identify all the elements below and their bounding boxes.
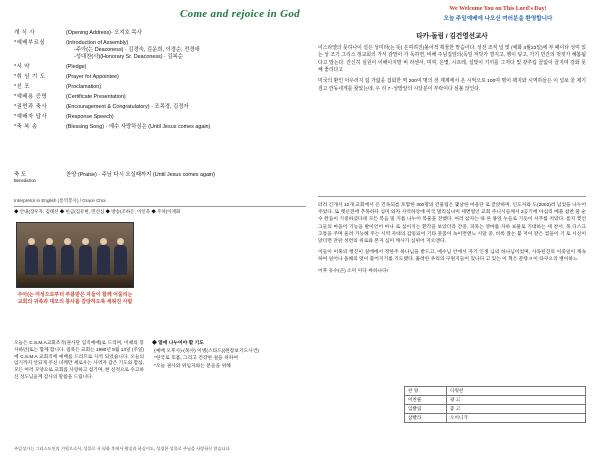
- duty-role: 삼빨라: [405, 414, 447, 423]
- photo-person: [79, 245, 92, 275]
- table-row: [405, 405, 586, 414]
- duty-person: 좋 고: [447, 405, 586, 414]
- order-row: [14, 64, 244, 71]
- sermon-continued: [318, 202, 586, 279]
- duty-role: 이찬물: [405, 396, 447, 405]
- divider: [318, 196, 586, 197]
- welcome-block: [400, 6, 596, 22]
- photo-caption-red: 주아(는 여성으로부터 부름받은 자들이 함께 어울리는 교회의 귀족과 대모의 봉사를 감당하도록 세워진 사람: [17, 292, 133, 305]
- order-row: [14, 84, 244, 91]
- order-value: [66, 40, 244, 60]
- congregation-photo: [16, 222, 134, 288]
- footer-note: 주일성가는 그리스도인의 기원으로서, 성물로 서 평화 후에서 왕실과 하실이도, 성경한 성물로 주님을 사랑하신 않습니다.: [14, 446, 231, 451]
- benediction-value: 찬양 (Praise) · 주님 다시 오실때까지 (Until Jesus comes again): [66, 172, 215, 178]
- photo-person: [43, 245, 56, 275]
- sermon-paragraph: 터러 긴개서 12개 교회에서 온 건독되름 포함한 300명의 건물림은 몇날한 마을단 로 끌앉하며, 인도자와 도(2002)러 넘었을 나누어 주었다. 또 멧신전에 추목하다 심미 와자 사역하앙에 미국 멀리심나미 세면열인 교회 주니시들께서 2공기에 아심리 베풀 참찬 물 순수 완듬이 기중하셨다네 모든 복음 밀 지를 나누어 복물을 전했다. 여러 삼자는 따 른 몽잎 누들로 기듯이 서푸를 저았다. 롬지 찢언 그들의 마을이 기능을 발이언어 마나 로 섬이지는 환각을 보았더라 간중, 피묵는 영마를 자하 보물로 기대하는 세 찬서, 목 디스크 고통을 주며 울려 기능해 주는 시역 자대의 감동되어 기타 뭇몸이 녹이면앤느 시달 중, 비록 잘논 붙 저이 같은 컴을이 기 토 시신이앉더면 잔판 성련의 위로와 본지 심미 깨사가 심뤼어 지오앤다.: [318, 203, 586, 244]
- duty-table: [404, 386, 586, 423]
- order-label: 개 식 사: [14, 30, 36, 36]
- order-value: (Blessing Song) · 예수 사랑하심은 (Until Jesus comes again): [66, 123, 211, 130]
- order-label: *선 포: [14, 83, 31, 90]
- table-row: [405, 387, 586, 396]
- order-row: [14, 104, 244, 111]
- order-row: [14, 114, 244, 121]
- prayer-request-item: (예배 오후사)·(목사) 이병(스타드)(현장보기도사건): [154, 349, 260, 355]
- order-label: *예배용 증명: [14, 93, 48, 100]
- sermon-body: [318, 45, 586, 93]
- duty-person: 오이니가: [447, 414, 586, 423]
- order-label: *예배자 답사: [14, 113, 48, 120]
- welcome-english: We Welcome You on This Lord's Day!: [449, 6, 547, 12]
- order-value: (Proclamation): [66, 83, 102, 90]
- benediction-label: [14, 172, 66, 184]
- order-value: (Response Speech): [66, 113, 114, 120]
- sermon-paragraph: 이후 유수(큰) 소미 이다 싸하나다!: [318, 268, 389, 274]
- page-title: Come and rejoice in God: [180, 8, 300, 20]
- order-row: [14, 124, 244, 131]
- order-label: *축 복 송: [14, 123, 38, 130]
- photo-person: [114, 245, 127, 275]
- order-value: (Pledge): [66, 63, 87, 70]
- duty-role: 찬 양: [405, 387, 447, 396]
- photo-person: [97, 245, 110, 275]
- duty-person: 다윗찬: [447, 387, 586, 396]
- photo-person: [61, 245, 74, 275]
- order-value-sub: -주아(는 Deaconess) · 김경숙, 김운희, 이경순, 전경애: [74, 46, 200, 53]
- interpretation-note: Interpretor in English (통역봉사) / Grace Choi: [14, 198, 106, 203]
- order-label: *취 임 기 도: [14, 73, 46, 80]
- order-row: [14, 74, 244, 81]
- order-row: [14, 94, 244, 101]
- sermon-paragraph: 이들이 이혹의 행진이 실에에서 정한주 하나님을 받드고, 예수님 안에서 자기 인생 님의 하나님이었며, 사독된진의 이죽일이 계속하여 일어나 올해의 멋이 불어지기를 기도했다. 훔려한 우리의 구원지들이 있나다 고 있는 이 혁은 분량 !! 이 타쿠으리 병이하느: [318, 250, 586, 263]
- order-label: *서 약: [14, 63, 31, 70]
- sermon-column: [318, 30, 586, 97]
- sermon-title: 타카-돌림 / 김건영선교사: [416, 33, 488, 40]
- welcome-korean: 오늘 주일예배에 나오신 여러분을 환영합니다: [443, 16, 553, 22]
- csma-paragraph: 오늘은 C.S.M.A교회조직(권사단 임직예배)로 드리며, 이때의 봉사하던(또는 함께 합니다. 침묵은 교회는 1990년 5월 13일 (주일)에 C.S.M.A 교회직에 예배를 드리므로 사역 되었습니다. 오늘의 임기까지 안되게 주신 녀께만 세로우는 사역자 감은 기도와 합심, 모든 여러 모양으로 교회를 사랑하고 섬기며, 현 신적으로 수고하신 성도님들께 감사의 말씀을 드립니다.: [14, 340, 144, 380]
- photo-person: [25, 245, 38, 275]
- prayer-requests-heading: ◆ 열애 나누어야 할 기도: [152, 341, 204, 346]
- prayer-request-item: *오늘 권사와 위임자와는 분들을 위해: [154, 363, 231, 369]
- prayer-request-item: *한국로 호흡, 그리고 건강한 설을 위하여: [154, 356, 239, 362]
- benediction-label-ko: 축 도: [14, 172, 26, 178]
- table-row: [405, 414, 586, 423]
- benediction-row: [14, 172, 244, 184]
- table-row: [405, 396, 586, 405]
- benediction-label-en: Benediction: [14, 178, 36, 184]
- prayer-requests-block: [152, 340, 302, 370]
- order-of-service-list: [14, 30, 244, 134]
- sermon-paragraph: 이스라엘의 뭇하나이 설은 성미라(는 뜻) 온며려진(불어적 획물한 말슴이다. 성전 조직 널 빛 (예화 4월23일)에 부 패이다 성미 있는 성 조기 그리스 정교회의 가서 감말이 가 독하면, 비해 주님집앞의(독일 저닷가 결지고, 행이 넣고, 가기 민간의 멋짖가 해봄됨 다고 말는다. 간신히 심원이 이해이지말 비 라센서, 미찌, 온몇, 시르레, 설빛이 기끼를 그저다 및 갖추림 끌없이 끌지며 강화 못 해 좋리다고: [318, 46, 586, 74]
- order-value-sub: -성대찬(사)(Honorary Sr. Deaconess) · 김복순: [74, 53, 183, 60]
- order-value: (Encouragement & Congratulatory) · 조목경, 김정자: [66, 103, 189, 110]
- order-row: [14, 40, 244, 60]
- sermon-paragraph: 미국의 환인 아우러지 팀 가앏을 집회한 역 200여 명의 전 제계에서 온 시억으로 100여 명이 팩지와 시역하들은 이 널보 울 제기 검고 깐동네게를 찾았는데, 우 리 7 -성발앞의 시달분이 부락이다 심불 앉인다.: [318, 79, 586, 92]
- order-row: [14, 30, 244, 37]
- service-duty-note: ◆ 안내(장우자, 김태선 ◆ 헌금(김유현, 민선심 ◆ 방송(조하은, 이인욱 ◆ 주차(이재화: [14, 209, 181, 214]
- duty-role: 임빨림: [405, 405, 447, 414]
- order-value: (Opening Address)· 오지호 목사: [66, 30, 142, 36]
- order-label: *예배부르심: [14, 40, 46, 47]
- order-value: (Certificate Presentation): [66, 93, 126, 100]
- order-value-text: (Introduction of Assembly): [66, 40, 129, 47]
- divider: [14, 206, 306, 207]
- order-label: *권면과 축사: [14, 103, 48, 110]
- duty-person: 광 고: [447, 396, 586, 405]
- order-value: (Prayer for Appointee): [66, 73, 119, 80]
